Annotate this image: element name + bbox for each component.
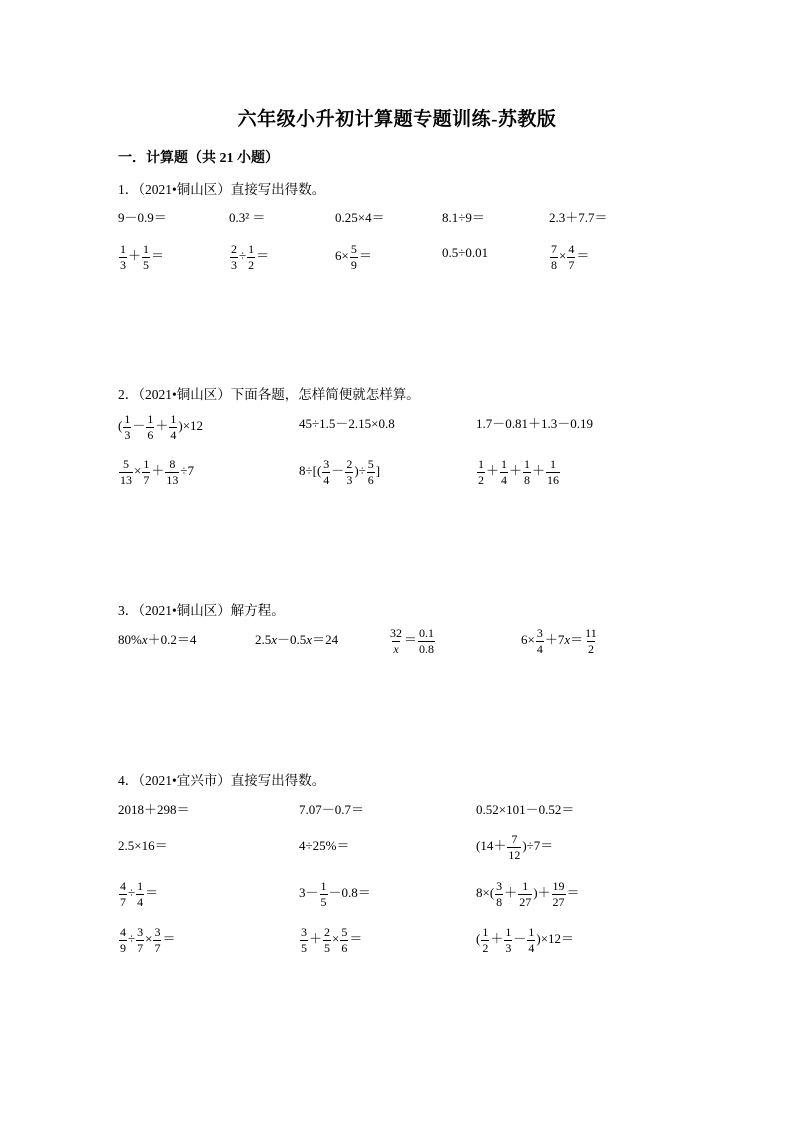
page-title: 六年级小升初计算题专题训练-苏教版 <box>237 109 557 130</box>
fraction: $\frac{1}{3}$ <box>120 242 126 272</box>
q4-expr-12: ( $\frac{1}{2}$ ＋ $\frac{1}{3}$ － $\frac{1}{4}$ )×12＝ <box>476 925 575 955</box>
fraction: $\frac{1}{7}$ <box>143 457 150 487</box>
q2-expr-2: 45÷1.5－2.15×0.8 <box>299 416 395 431</box>
fraction: $\frac{4}{9}$ <box>120 925 126 955</box>
fraction: $\frac{5}{13}$ <box>120 457 132 487</box>
fraction: $\frac{1}{4}$ <box>501 457 508 487</box>
q4-expr-6: (14＋ $\frac{7}{12}$ )÷7＝ <box>476 832 554 862</box>
fraction: $\frac{3}{7}$ <box>137 925 144 955</box>
fraction: $\frac{1}{2}$ <box>478 457 484 487</box>
question-1-heading: 1．（2021•铜山区）直接写出得数。 <box>118 182 326 197</box>
q1-expr-1: 9－0.9＝ <box>118 210 167 225</box>
q1-expr-8: 6× $\frac{5}{9}$ ＝ <box>335 242 372 272</box>
q4-expr-2: 7.07－0.7＝ <box>299 802 365 817</box>
fraction: $\frac{1}{3}$ <box>505 925 512 955</box>
q2-expr-5: 8÷[( $\frac{3}{4}$ － $\frac{2}{3}$ )÷ $\frac{5}{6}$ ] <box>299 457 381 487</box>
fraction: $\frac{5}{6}$ <box>341 925 348 955</box>
fraction: $\frac{19}{27}$ <box>552 879 565 909</box>
q1-expr-7: $\frac{2}{3}$ ÷ $\frac{1}{2}$ ＝ <box>231 242 270 272</box>
fraction: $\frac{7}{8}$ <box>551 242 557 272</box>
q3-equation-2: 2.5x－0.5x＝24 <box>255 632 339 647</box>
q1-expr-10: $\frac{7}{8}$ × $\frac{4}{7}$ ＝ <box>551 242 590 272</box>
q2-expr-3: 1.7－0.81＋1.3－0.19 <box>476 416 594 431</box>
fraction: $\frac{1}{2}$ <box>248 242 255 272</box>
q4-expr-5: 4÷25%＝ <box>299 838 350 853</box>
fraction: $\frac{1}{4}$ <box>137 879 144 909</box>
fraction: $\frac{11}{2}$ <box>585 626 597 656</box>
fraction: $\frac{1}{27}$ <box>519 879 532 909</box>
q4-expr-1: 2018＋298＝ <box>118 802 190 817</box>
fraction: $\frac{1}{4}$ <box>528 925 535 955</box>
fraction: $\frac{3}{4}$ <box>536 626 543 656</box>
q4-expr-9: 8×( $\frac{3}{8}$ ＋ $\frac{1}{27}$ )＋ $\frac{19}{27}$ ＝ <box>476 879 580 909</box>
q1-expr-3: 0.25×4＝ <box>335 210 385 225</box>
fraction: $\frac{1}{4}$ <box>170 412 177 442</box>
q3-equation-3: $\frac{32}{x}$ ＝ $\frac{0.1}{0.8}$ <box>390 626 435 656</box>
q1-expr-6: $\frac{1}{3}$ ＋ $\frac{1}{5}$ ＝ <box>120 242 165 272</box>
fraction: $\frac{1}{16}$ <box>547 457 560 487</box>
fraction: $\frac{32}{x}$ <box>390 626 402 656</box>
fraction: $\frac{2}{5}$ <box>324 925 331 955</box>
q4-expr-10: $\frac{4}{9}$ ÷ $\frac{3}{7}$ × $\frac{3}{7}$ ＝ <box>120 925 176 955</box>
fraction: $\frac{3}{8}$ <box>496 879 503 909</box>
fraction: $\frac{3}{4}$ <box>323 457 330 487</box>
q4-expr-11: $\frac{3}{5}$ ＋ $\frac{2}{5}$ × $\frac{5}{6}$ ＝ <box>301 925 363 955</box>
fraction: $\frac{0.1}{0.8}$ <box>419 626 435 656</box>
q3-equation-4: 6× $\frac{3}{4}$ ＋7x＝ $\frac{11}{2}$ <box>521 626 597 656</box>
fraction: $\frac{1}{8}$ <box>524 457 531 487</box>
fraction: $\frac{2}{3}$ <box>231 242 237 272</box>
q3-equation-1: 80%x＋0.2＝4 <box>118 632 197 647</box>
fraction: $\frac{5}{9}$ <box>350 242 357 272</box>
question-2-heading: 2．（2021•铜山区）下面各题，怎样简便就怎样算。 <box>118 387 420 402</box>
fraction: $\frac{3}{7}$ <box>154 925 161 955</box>
q2-expr-1: ( $\frac{1}{3}$ － $\frac{1}{6}$ ＋ $\frac{1}{4}$ )×12 <box>118 412 204 442</box>
fraction: $\frac{4}{7}$ <box>568 242 575 272</box>
question-3-heading: 3．（2021•铜山区）解方程。 <box>118 603 285 618</box>
question-4-heading: 4．（2021•宜兴市）直接写出得数。 <box>118 773 326 788</box>
q4-expr-3: 0.52×101－0.52＝ <box>476 802 575 817</box>
q4-expr-7: $\frac{4}{7}$ ÷ $\frac{1}{4}$ ＝ <box>120 879 159 909</box>
q1-expr-4: 8.1÷9＝ <box>442 210 485 225</box>
q2-expr-4: $\frac{5}{13}$ × $\frac{1}{7}$ ＋ $\frac{8}{13}$ ÷7 <box>120 457 194 487</box>
q1-expr-5: 2.3＋7.7＝ <box>549 210 608 225</box>
section-heading: 一．计算题（共 21 小题） <box>118 151 279 166</box>
fraction: $\frac{3}{5}$ <box>301 925 307 955</box>
fraction: $\frac{1}{5}$ <box>320 879 327 909</box>
fraction: $\frac{1}{2}$ <box>482 925 489 955</box>
fraction: $\frac{1}{3}$ <box>124 412 131 442</box>
fraction: $\frac{1}{6}$ <box>147 412 154 442</box>
q1-expr-9: 0.5÷0.01 <box>442 245 489 260</box>
q1-expr-2: 0.3² ＝ <box>229 210 266 225</box>
fraction: $\frac{2}{3}$ <box>346 457 353 487</box>
fraction: $\frac{4}{7}$ <box>120 879 126 909</box>
fraction: $\frac{7}{12}$ <box>508 832 521 862</box>
fraction: $\frac{8}{13}$ <box>166 457 179 487</box>
fraction: $\frac{5}{6}$ <box>367 457 374 487</box>
fraction: $\frac{1}{5}$ <box>143 242 150 272</box>
q4-expr-8: 3－ $\frac{1}{5}$ －0.8＝ <box>299 879 371 909</box>
q2-expr-6: $\frac{1}{2}$ ＋ $\frac{1}{4}$ ＋ $\frac{1}{8}$ ＋ $\frac{1}{16}$ <box>478 457 560 487</box>
q4-expr-4: 2.5×16＝ <box>118 838 168 853</box>
